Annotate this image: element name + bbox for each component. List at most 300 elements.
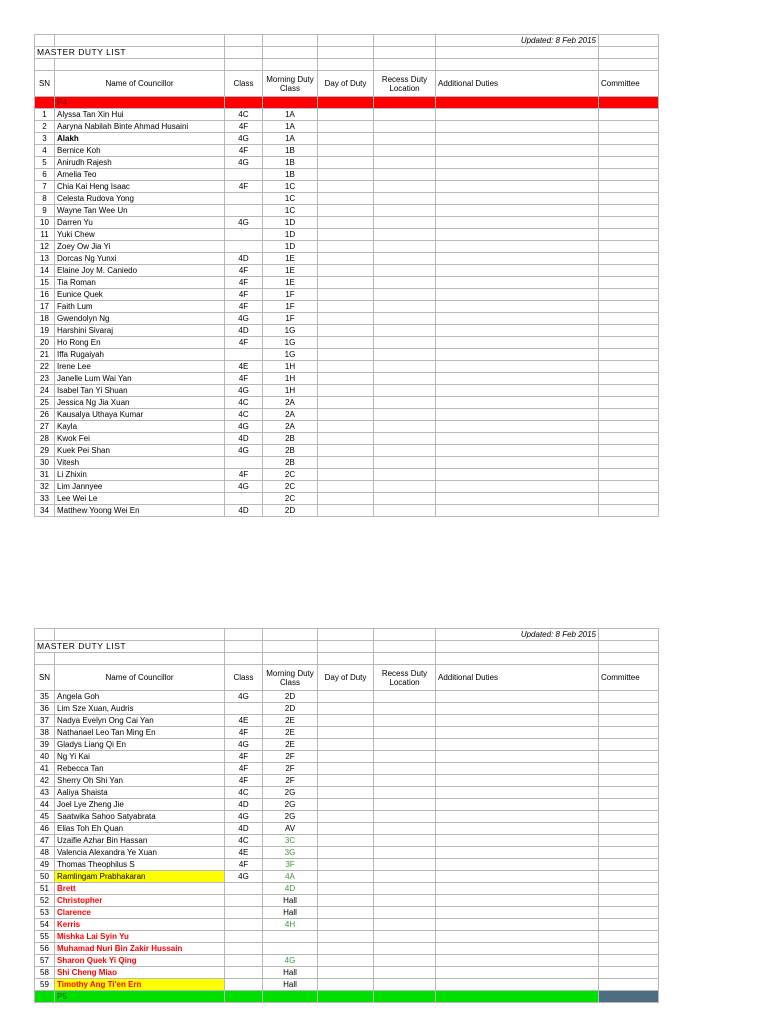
row-class — [225, 193, 263, 205]
row-recess-duty-location — [374, 751, 436, 763]
row-additional-duties — [436, 145, 599, 157]
header-row — [35, 665, 659, 691]
table-row — [35, 457, 659, 469]
row-morning-duty-class: 2E — [263, 715, 318, 727]
table-row — [35, 133, 659, 145]
row-recess-duty-location — [374, 325, 436, 337]
row-class: 4E — [225, 847, 263, 859]
table-row — [35, 763, 659, 775]
section-label: P5 — [55, 991, 225, 1003]
row-sn: 49 — [35, 859, 55, 871]
row-day-of-duty — [318, 811, 374, 823]
row-class — [225, 895, 263, 907]
row-councillor-name: Uzaifie Azhar Bin Hassan — [55, 835, 225, 847]
row-class: 4D — [225, 505, 263, 517]
row-additional-duties — [436, 727, 599, 739]
row-class: 4F — [225, 121, 263, 133]
table-row — [35, 349, 659, 361]
row-councillor-name: Zoey Ow Jia Yi — [55, 241, 225, 253]
row-additional-duties — [436, 871, 599, 883]
table-row — [35, 145, 659, 157]
row-day-of-duty — [318, 751, 374, 763]
table-row — [35, 931, 659, 943]
table-row — [35, 277, 659, 289]
row-day-of-duty — [318, 277, 374, 289]
row-morning-duty-class: 2G — [263, 799, 318, 811]
row-councillor-name: Aaliya Shaista — [55, 787, 225, 799]
row-day-of-duty — [318, 979, 374, 991]
row-day-of-duty — [318, 373, 374, 385]
row-class — [225, 955, 263, 967]
row-committee — [599, 109, 659, 121]
row-councillor-name: Brett — [55, 883, 225, 895]
row-day-of-duty — [318, 337, 374, 349]
row-additional-duties — [436, 751, 599, 763]
row-day-of-duty — [318, 433, 374, 445]
row-sn: 41 — [35, 763, 55, 775]
row-committee — [599, 133, 659, 145]
row-committee — [599, 871, 659, 883]
row-class: 4G — [225, 871, 263, 883]
row-day-of-duty — [318, 169, 374, 181]
row-day-of-duty — [318, 313, 374, 325]
row-day-of-duty — [318, 835, 374, 847]
row-councillor-name: Mishka Lai Syin Yu — [55, 931, 225, 943]
header-day-of-duty: Day of Duty — [318, 71, 374, 97]
row-recess-duty-location — [374, 229, 436, 241]
row-day-of-duty — [318, 409, 374, 421]
row-class: 4F — [225, 337, 263, 349]
row-committee — [599, 859, 659, 871]
row-day-of-duty — [318, 385, 374, 397]
row-sn: 36 — [35, 703, 55, 715]
row-councillor-name: Timothy Ang Ti'en Ern — [55, 979, 225, 991]
row-day-of-duty — [318, 931, 374, 943]
row-morning-duty-class: 3C — [263, 835, 318, 847]
row-class: 4G — [225, 691, 263, 703]
row-additional-duties — [436, 193, 599, 205]
row-committee — [599, 181, 659, 193]
table-row — [35, 361, 659, 373]
row-sn: 39 — [35, 739, 55, 751]
row-class: 4C — [225, 109, 263, 121]
row-day-of-duty — [318, 193, 374, 205]
row-morning-duty-class: Hall — [263, 979, 318, 991]
row-committee — [599, 505, 659, 517]
row-additional-duties — [436, 691, 599, 703]
row-recess-duty-location — [374, 979, 436, 991]
row-sn: 59 — [35, 979, 55, 991]
row-class: 4G — [225, 133, 263, 145]
table-row — [35, 109, 659, 121]
row-councillor-name: Alakh — [55, 133, 225, 145]
row-committee — [599, 883, 659, 895]
row-committee — [599, 691, 659, 703]
row-morning-duty-class: 1F — [263, 313, 318, 325]
row-class: 4G — [225, 217, 263, 229]
row-class: 4F — [225, 373, 263, 385]
row-day-of-duty — [318, 217, 374, 229]
row-recess-duty-location — [374, 349, 436, 361]
row-additional-duties — [436, 763, 599, 775]
row-councillor-name: Jessica Ng Jia Xuan — [55, 397, 225, 409]
row-committee — [599, 739, 659, 751]
row-class: 4G — [225, 421, 263, 433]
row-additional-duties — [436, 883, 599, 895]
row-sn: 20 — [35, 337, 55, 349]
row-sn: 24 — [35, 385, 55, 397]
row-additional-duties — [436, 253, 599, 265]
row-sn: 52 — [35, 895, 55, 907]
row-recess-duty-location — [374, 763, 436, 775]
row-additional-duties — [436, 775, 599, 787]
row-morning-duty-class: 1H — [263, 361, 318, 373]
row-councillor-name: Li Zhixin — [55, 469, 225, 481]
row-committee — [599, 421, 659, 433]
row-day-of-duty — [318, 229, 374, 241]
row-councillor-name: Muhamad Nuri Bin Zakir Hussain — [55, 943, 225, 955]
row-morning-duty-class: Hall — [263, 967, 318, 979]
header-committee: Committee — [599, 71, 659, 97]
row-councillor-name: Clarence — [55, 907, 225, 919]
sheet-title: MASTER DUTY LIST — [35, 47, 225, 59]
table-row — [35, 337, 659, 349]
row-day-of-duty — [318, 445, 374, 457]
row-day-of-duty — [318, 775, 374, 787]
header-committee: Committee — [599, 665, 659, 691]
row-recess-duty-location — [374, 133, 436, 145]
row-sn: 16 — [35, 289, 55, 301]
row-committee — [599, 775, 659, 787]
row-morning-duty-class: 2D — [263, 691, 318, 703]
row-sn: 14 — [35, 265, 55, 277]
row-morning-duty-class — [263, 943, 318, 955]
row-class: 4F — [225, 277, 263, 289]
row-committee — [599, 193, 659, 205]
table-row — [35, 505, 659, 517]
row-morning-duty-class: 2D — [263, 505, 318, 517]
row-day-of-duty — [318, 907, 374, 919]
table-row — [35, 433, 659, 445]
row-morning-duty-class: 1C — [263, 181, 318, 193]
row-additional-duties — [436, 703, 599, 715]
row-class: 4F — [225, 469, 263, 481]
row-sn: 4 — [35, 145, 55, 157]
row-class — [225, 943, 263, 955]
table-row — [35, 193, 659, 205]
row-committee — [599, 289, 659, 301]
row-additional-duties — [436, 169, 599, 181]
row-sn: 35 — [35, 691, 55, 703]
row-committee — [599, 325, 659, 337]
updated-date: Updated: 8 Feb 2015 — [436, 629, 599, 641]
row-recess-duty-location — [374, 859, 436, 871]
table-row — [35, 727, 659, 739]
table-row — [35, 373, 659, 385]
row-councillor-name: Kayla — [55, 421, 225, 433]
row-day-of-duty — [318, 289, 374, 301]
row-morning-duty-class: 1A — [263, 109, 318, 121]
row-sn: 38 — [35, 727, 55, 739]
row-committee — [599, 979, 659, 991]
row-sn: 56 — [35, 943, 55, 955]
row-class — [225, 493, 263, 505]
row-recess-duty-location — [374, 835, 436, 847]
row-sn: 28 — [35, 433, 55, 445]
row-additional-duties — [436, 943, 599, 955]
row-sn: 44 — [35, 799, 55, 811]
row-councillor-name: Kerris — [55, 919, 225, 931]
row-recess-duty-location — [374, 397, 436, 409]
row-additional-duties — [436, 385, 599, 397]
table-row — [35, 967, 659, 979]
row-committee — [599, 229, 659, 241]
row-morning-duty-class: 3F — [263, 859, 318, 871]
row-recess-duty-location — [374, 787, 436, 799]
row-day-of-duty — [318, 361, 374, 373]
row-morning-duty-class: 4G — [263, 955, 318, 967]
row-morning-duty-class: 2D — [263, 703, 318, 715]
row-sn: 21 — [35, 349, 55, 361]
row-additional-duties — [436, 919, 599, 931]
row-councillor-name: Thomas Theophilus S — [55, 859, 225, 871]
row-morning-duty-class: 2C — [263, 493, 318, 505]
header-recess-duty-location: Recess Duty Location — [374, 665, 436, 691]
row-additional-duties — [436, 373, 599, 385]
row-additional-duties — [436, 967, 599, 979]
row-committee — [599, 835, 659, 847]
title-row — [35, 641, 659, 653]
row-morning-duty-class: 4A — [263, 871, 318, 883]
row-councillor-name: Lim Sze Xuan, Audris — [55, 703, 225, 715]
table-row — [35, 445, 659, 457]
row-sn: 47 — [35, 835, 55, 847]
table-row — [35, 883, 659, 895]
row-additional-duties — [436, 859, 599, 871]
row-additional-duties — [436, 823, 599, 835]
row-councillor-name: Ng Yi Kai — [55, 751, 225, 763]
row-recess-duty-location — [374, 919, 436, 931]
row-committee — [599, 145, 659, 157]
row-committee — [599, 397, 659, 409]
row-morning-duty-class: 2F — [263, 763, 318, 775]
row-day-of-duty — [318, 481, 374, 493]
row-committee — [599, 919, 659, 931]
row-committee — [599, 751, 659, 763]
row-morning-duty-class: 2E — [263, 727, 318, 739]
table-row — [35, 979, 659, 991]
row-councillor-name: Alyssa Tan Xin Hui — [55, 109, 225, 121]
row-class: 4D — [225, 325, 263, 337]
row-sn: 19 — [35, 325, 55, 337]
row-day-of-duty — [318, 145, 374, 157]
row-councillor-name: Kausalya Uthaya Kumar — [55, 409, 225, 421]
row-class: 4C — [225, 409, 263, 421]
row-recess-duty-location — [374, 373, 436, 385]
row-morning-duty-class: AV — [263, 823, 318, 835]
row-councillor-name: Christopher — [55, 895, 225, 907]
row-additional-duties — [436, 109, 599, 121]
header-day-of-duty: Day of Duty — [318, 665, 374, 691]
row-additional-duties — [436, 907, 599, 919]
row-additional-duties — [436, 799, 599, 811]
row-morning-duty-class: 1H — [263, 373, 318, 385]
row-recess-duty-location — [374, 715, 436, 727]
table-row — [35, 847, 659, 859]
row-class: 4F — [225, 265, 263, 277]
row-day-of-duty — [318, 715, 374, 727]
row-day-of-duty — [318, 967, 374, 979]
row-recess-duty-location — [374, 193, 436, 205]
row-class: 4E — [225, 715, 263, 727]
row-councillor-name: Sharon Quek Yi Qing — [55, 955, 225, 967]
table-row — [35, 715, 659, 727]
row-sn: 15 — [35, 277, 55, 289]
table-row — [35, 481, 659, 493]
row-additional-duties — [436, 409, 599, 421]
row-additional-duties — [436, 217, 599, 229]
table-row — [35, 493, 659, 505]
table-row — [35, 325, 659, 337]
row-sn: 12 — [35, 241, 55, 253]
row-class: 4D — [225, 799, 263, 811]
row-recess-duty-location — [374, 157, 436, 169]
row-sn: 29 — [35, 445, 55, 457]
row-morning-duty-class: 1G — [263, 349, 318, 361]
updated-date: Updated: 8 Feb 2015 — [436, 35, 599, 47]
header-name: Name of Councillor — [55, 665, 225, 691]
row-morning-duty-class: 1D — [263, 241, 318, 253]
row-committee — [599, 727, 659, 739]
table-row — [35, 691, 659, 703]
row-committee — [599, 469, 659, 481]
row-day-of-duty — [318, 787, 374, 799]
table-row — [35, 739, 659, 751]
row-day-of-duty — [318, 349, 374, 361]
row-day-of-duty — [318, 895, 374, 907]
row-morning-duty-class: 3G — [263, 847, 318, 859]
row-committee — [599, 787, 659, 799]
table-row — [35, 253, 659, 265]
table-row — [35, 289, 659, 301]
table-row — [35, 859, 659, 871]
row-morning-duty-class: 1E — [263, 265, 318, 277]
row-committee — [599, 337, 659, 349]
row-additional-duties — [436, 229, 599, 241]
row-sn: 17 — [35, 301, 55, 313]
table-row — [35, 835, 659, 847]
row-morning-duty-class — [263, 931, 318, 943]
row-councillor-name: Shi Cheng Miao — [55, 967, 225, 979]
row-recess-duty-location — [374, 337, 436, 349]
row-recess-duty-location — [374, 145, 436, 157]
row-class — [225, 907, 263, 919]
row-committee — [599, 121, 659, 133]
row-additional-duties — [436, 493, 599, 505]
row-councillor-name: Elaine Joy M. Caniedo — [55, 265, 225, 277]
row-class: 4F — [225, 727, 263, 739]
row-recess-duty-location — [374, 955, 436, 967]
row-morning-duty-class: 1B — [263, 157, 318, 169]
row-additional-duties — [436, 241, 599, 253]
header-sn: SN — [35, 665, 55, 691]
row-day-of-duty — [318, 691, 374, 703]
row-recess-duty-location — [374, 847, 436, 859]
table-row — [35, 229, 659, 241]
table-row — [35, 313, 659, 325]
row-morning-duty-class: 2F — [263, 751, 318, 763]
row-committee — [599, 349, 659, 361]
row-sn: 25 — [35, 397, 55, 409]
row-day-of-duty — [318, 325, 374, 337]
row-additional-duties — [436, 787, 599, 799]
row-sn: 27 — [35, 421, 55, 433]
row-morning-duty-class: 1A — [263, 121, 318, 133]
row-morning-duty-class: 2B — [263, 457, 318, 469]
row-additional-duties — [436, 931, 599, 943]
row-committee — [599, 763, 659, 775]
header-morning-duty-class: Morning Duty Class — [263, 665, 318, 691]
row-morning-duty-class: 2F — [263, 775, 318, 787]
row-class: 4G — [225, 385, 263, 397]
row-councillor-name: Sherry Oh Shi Yan — [55, 775, 225, 787]
row-councillor-name: Tia Roman — [55, 277, 225, 289]
row-additional-duties — [436, 121, 599, 133]
row-councillor-name: Nathanael Leo Tan Ming En — [55, 727, 225, 739]
row-sn: 13 — [35, 253, 55, 265]
row-councillor-name: Saatwika Sahoo Satyabrata — [55, 811, 225, 823]
section-label: P4 — [55, 97, 225, 109]
row-morning-duty-class: 1G — [263, 325, 318, 337]
row-class — [225, 457, 263, 469]
row-councillor-name: Amelia Teo — [55, 169, 225, 181]
row-class: 4E — [225, 361, 263, 373]
table-row — [35, 217, 659, 229]
table-row — [35, 241, 659, 253]
row-morning-duty-class: 2C — [263, 469, 318, 481]
table-row — [35, 265, 659, 277]
row-recess-duty-location — [374, 361, 436, 373]
row-class — [225, 919, 263, 931]
row-sn: 50 — [35, 871, 55, 883]
row-committee — [599, 385, 659, 397]
row-councillor-name: Elias Toh Eh Quan — [55, 823, 225, 835]
table-row — [35, 421, 659, 433]
row-councillor-name: Anirudh Rajesh — [55, 157, 225, 169]
row-sn: 53 — [35, 907, 55, 919]
row-class: 4C — [225, 397, 263, 409]
row-day-of-duty — [318, 469, 374, 481]
table-row — [35, 919, 659, 931]
row-sn: 33 — [35, 493, 55, 505]
row-sn: 30 — [35, 457, 55, 469]
row-class — [225, 979, 263, 991]
row-sn: 32 — [35, 481, 55, 493]
header-recess-duty-location: Recess Duty Location — [374, 71, 436, 97]
row-morning-duty-class: 1B — [263, 145, 318, 157]
row-morning-duty-class: 1A — [263, 133, 318, 145]
row-councillor-name: Matthew Yoong Wei En — [55, 505, 225, 517]
row-councillor-name: Celesta Rudova Yong — [55, 193, 225, 205]
row-sn: 45 — [35, 811, 55, 823]
row-committee — [599, 847, 659, 859]
row-class: 4F — [225, 301, 263, 313]
row-recess-duty-location — [374, 943, 436, 955]
row-recess-duty-location — [374, 109, 436, 121]
row-recess-duty-location — [374, 469, 436, 481]
row-recess-duty-location — [374, 241, 436, 253]
row-recess-duty-location — [374, 205, 436, 217]
